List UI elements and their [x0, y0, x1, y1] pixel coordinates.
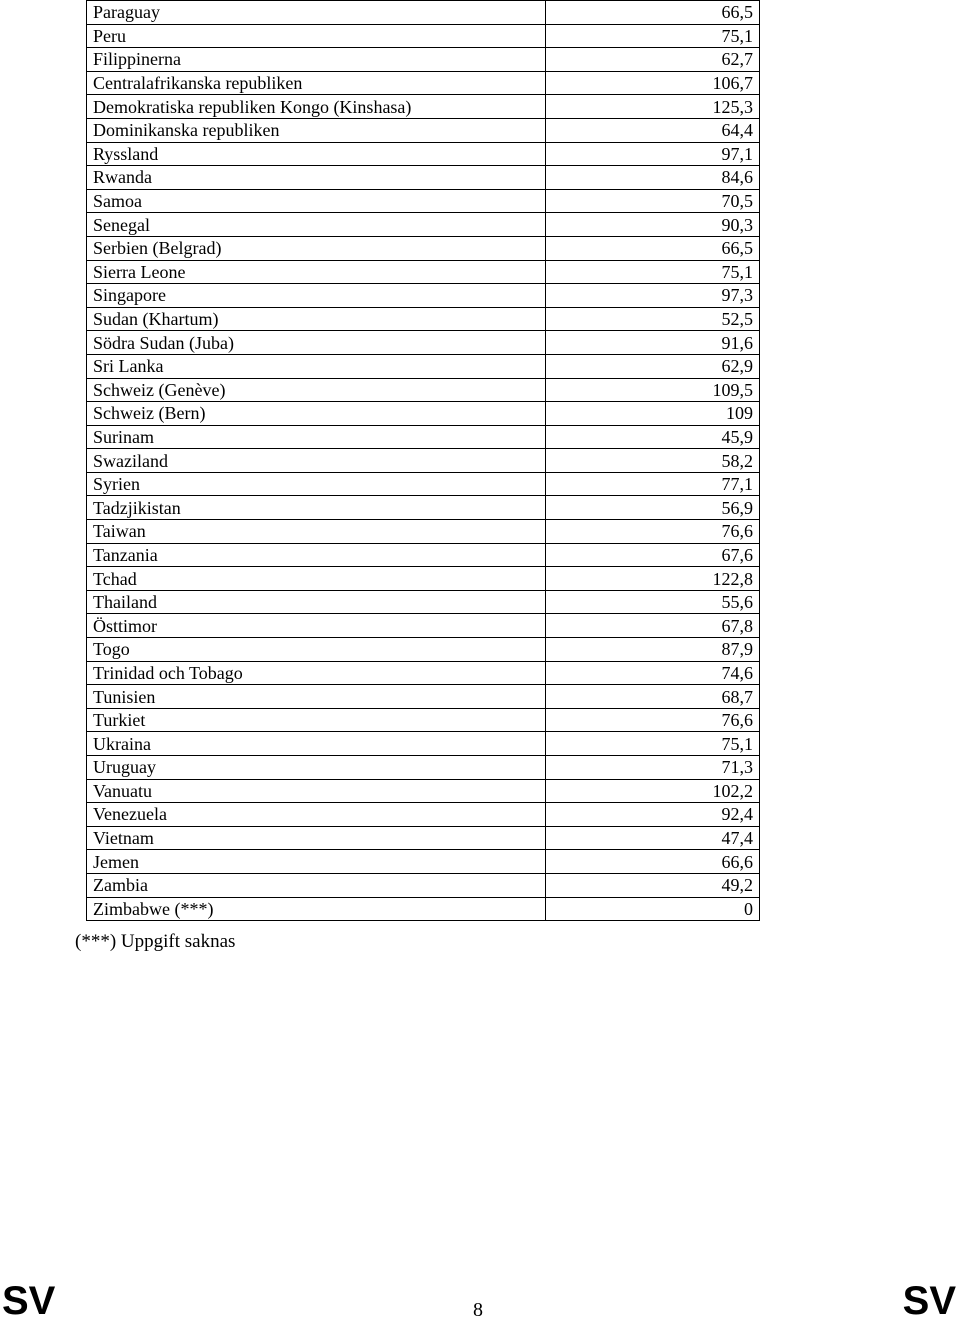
table-row — [87, 331, 760, 355]
table-row — [87, 95, 760, 119]
country-cell: Togo — [87, 638, 546, 662]
table-body — [87, 1, 760, 921]
table-row — [87, 826, 760, 850]
country-cell: Jemen — [87, 850, 546, 874]
value-cell: 97,3 — [546, 284, 760, 308]
table-row — [87, 166, 760, 190]
value-cell: 76,6 — [546, 708, 760, 732]
value-cell: 76,6 — [546, 520, 760, 544]
value-cell: 64,4 — [546, 118, 760, 142]
table-row — [87, 496, 760, 520]
value-cell: 91,6 — [546, 331, 760, 355]
country-cell: Tchad — [87, 567, 546, 591]
country-cell: Zimbabwe (***) — [87, 897, 546, 921]
table-row — [87, 543, 760, 567]
country-cell: Serbien (Belgrad) — [87, 236, 546, 260]
value-cell: 52,5 — [546, 307, 760, 331]
value-cell: 125,3 — [546, 95, 760, 119]
value-cell: 66,6 — [546, 850, 760, 874]
country-cell: Dominikanska republiken — [87, 118, 546, 142]
language-code-left: SV — [2, 1279, 56, 1323]
value-cell: 97,1 — [546, 142, 760, 166]
country-cell: Surinam — [87, 425, 546, 449]
table-row — [87, 1, 760, 25]
country-cell: Swaziland — [87, 449, 546, 473]
value-cell: 102,2 — [546, 779, 760, 803]
table-row — [87, 897, 760, 921]
value-cell: 62,9 — [546, 354, 760, 378]
country-cell: Tanzania — [87, 543, 546, 567]
country-cell: Thailand — [87, 590, 546, 614]
country-cell: Demokratiska republiken Kongo (Kinshasa) — [87, 95, 546, 119]
country-cell: Ukraina — [87, 732, 546, 756]
table-row — [87, 779, 760, 803]
table-row — [87, 708, 760, 732]
value-cell: 47,4 — [546, 826, 760, 850]
country-cell: Samoa — [87, 189, 546, 213]
table-row — [87, 354, 760, 378]
table-row — [87, 425, 760, 449]
table-row — [87, 638, 760, 662]
country-cell: Zambia — [87, 873, 546, 897]
value-cell: 75,1 — [546, 732, 760, 756]
table-row — [87, 685, 760, 709]
country-cell: Centralafrikanska republiken — [87, 71, 546, 95]
value-cell: 62,7 — [546, 48, 760, 72]
value-cell: 122,8 — [546, 567, 760, 591]
table-row — [87, 803, 760, 827]
country-cell: Peru — [87, 24, 546, 48]
country-cell: Trinidad och Tobago — [87, 661, 546, 685]
country-cell: Sierra Leone — [87, 260, 546, 284]
country-cell: Taiwan — [87, 520, 546, 544]
value-cell: 55,6 — [546, 590, 760, 614]
value-cell: 58,2 — [546, 449, 760, 473]
value-cell: 106,7 — [546, 71, 760, 95]
country-cell: Uruguay — [87, 756, 546, 780]
table-row — [87, 378, 760, 402]
table-row — [87, 520, 760, 544]
country-cell: Södra Sudan (Juba) — [87, 331, 546, 355]
country-cell: Syrien — [87, 472, 546, 496]
language-code-right: SV — [902, 1279, 956, 1323]
country-cell: Vietnam — [87, 826, 546, 850]
value-cell: 45,9 — [546, 425, 760, 449]
country-cell: Filippinerna — [87, 48, 546, 72]
value-cell: 49,2 — [546, 873, 760, 897]
table-row — [87, 24, 760, 48]
value-cell: 0 — [546, 897, 760, 921]
table-row — [87, 402, 760, 426]
country-value-table — [86, 0, 760, 921]
value-cell: 56,9 — [546, 496, 760, 520]
country-cell: Sudan (Khartum) — [87, 307, 546, 331]
country-cell: Paraguay — [87, 1, 546, 25]
table-row — [87, 732, 760, 756]
country-cell: Schweiz (Genève) — [87, 378, 546, 402]
value-cell: 87,9 — [546, 638, 760, 662]
table-row — [87, 756, 760, 780]
value-cell: 75,1 — [546, 24, 760, 48]
country-cell: Singapore — [87, 284, 546, 308]
country-cell: Schweiz (Bern) — [87, 402, 546, 426]
table-row — [87, 260, 760, 284]
country-cell: Östtimor — [87, 614, 546, 638]
value-cell: 70,5 — [546, 189, 760, 213]
value-cell: 66,5 — [546, 236, 760, 260]
value-cell: 109 — [546, 402, 760, 426]
table-row — [87, 850, 760, 874]
table-row — [87, 661, 760, 685]
value-cell: 67,6 — [546, 543, 760, 567]
table-row — [87, 307, 760, 331]
table-row — [87, 472, 760, 496]
value-cell: 92,4 — [546, 803, 760, 827]
value-cell: 67,8 — [546, 614, 760, 638]
table-row — [87, 567, 760, 591]
country-cell: Turkiet — [87, 708, 546, 732]
table-row — [87, 48, 760, 72]
table-row — [87, 236, 760, 260]
country-cell: Sri Lanka — [87, 354, 546, 378]
country-cell: Rwanda — [87, 166, 546, 190]
country-cell: Vanuatu — [87, 779, 546, 803]
country-cell: Ryssland — [87, 142, 546, 166]
table-row — [87, 449, 760, 473]
value-cell: 109,5 — [546, 378, 760, 402]
value-cell: 68,7 — [546, 685, 760, 709]
table-row — [87, 873, 760, 897]
country-cell: Senegal — [87, 213, 546, 237]
value-cell: 90,3 — [546, 213, 760, 237]
footnote: (***) Uppgift saknas — [75, 931, 236, 952]
country-cell: Tadzjikistan — [87, 496, 546, 520]
table-row — [87, 614, 760, 638]
table-row — [87, 189, 760, 213]
table-row — [87, 142, 760, 166]
page-number: 8 — [473, 1299, 483, 1321]
value-cell: 84,6 — [546, 166, 760, 190]
table-row — [87, 590, 760, 614]
value-cell: 77,1 — [546, 472, 760, 496]
country-cell: Venezuela — [87, 803, 546, 827]
value-cell: 74,6 — [546, 661, 760, 685]
country-cell: Tunisien — [87, 685, 546, 709]
table-row — [87, 71, 760, 95]
value-cell: 75,1 — [546, 260, 760, 284]
value-cell: 66,5 — [546, 1, 760, 25]
value-cell: 71,3 — [546, 756, 760, 780]
table-row — [87, 118, 760, 142]
table-row — [87, 284, 760, 308]
table-row — [87, 213, 760, 237]
